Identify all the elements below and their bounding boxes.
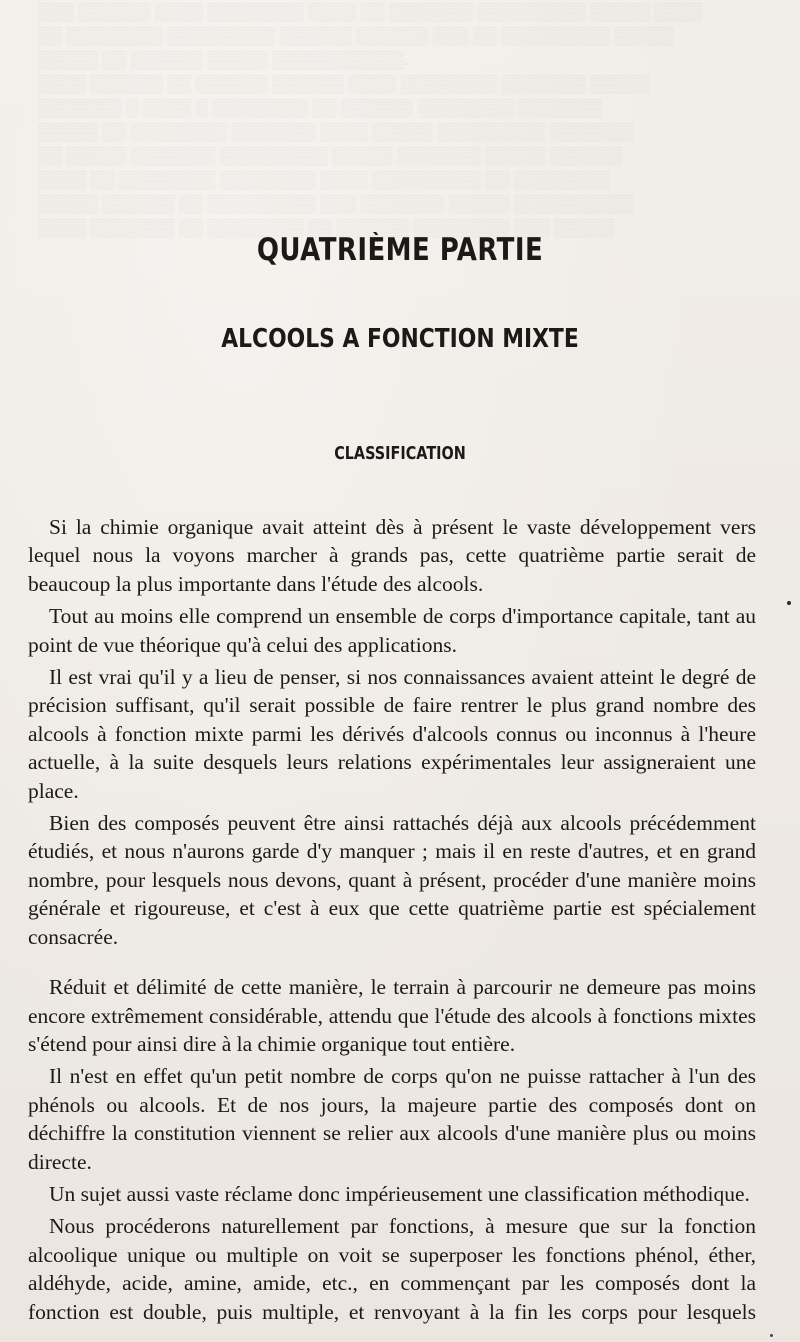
ink-speck [787,601,791,605]
ink-speck [770,1334,773,1337]
part-title: QUATRIÈME PARTIE [256,232,544,268]
paragraph: Tout au moins elle comprend un ensemble de corps d'importance capitale, tant au point de vue théorique qu'à celui des applications. [28,604,756,657]
body-text [28,513,756,1330]
section-heading: CLASSIFICATION [334,443,466,464]
paragraph: Réduit et délimité de cette manière, le terrain à parcourir ne demeure pas moins encore extrêmement considérable, attendu que l'étude des alcools à fonctions mixtes s'étend pour ainsi dire à la chimie organique tout entière. [28,975,756,1056]
paragraph: Un sujet aussi vaste réclame donc impérieusement une classification méthodique. [49,1181,750,1206]
paragraph: Nous procéderons naturellement par fonctions, à mesure que sur la fonction alcoolique unique ou multiple on voit se superposer les fonctions phénol, éther, aldéhyde, acide, amine, amide, etc., en commençant par les composés dont la fonction est double, puis multiple, et renvoyant à la fin les corps pour lesquels [28,1214,756,1324]
part-subtitle: ALCOOLS A FONCTION MIXTE [221,324,579,354]
paragraph: Il n'est en effet qu'un petit nombre de corps qu'on ne puisse rattacher à l'un des phénols ou alcools. Et de nos jours, la majeure partie des composés dont on déchiffre la constitution viennent se relier aux alcools d'une manière plus ou moins directe. [28,1064,756,1174]
paragraph: Il est vrai qu'il y a lieu de penser, si nos connaissances avaient atteint le degré de précision suffisant, qu'il serait possible de faire rentrer le plus grand nombre des alcools à fonction mixte parmi les dérivés d'alcools connus ou inconnus à l'heure actuelle, à la suite desquels leurs relations expérimentales leur assigneraient une place. [28,665,756,803]
paragraph: Bien des composés peuvent être ainsi rattachés déjà aux alcools précédemment étudiés, et nous n'aurons garde d'y manquer ; mais il en reste d'autres, et en grand nombre, pour lesquels nous devons, quant à présent, procéder d'une manière moins générale et rigoureuse, et c'est à eux que cette quatrième partie est spécialement consacrée. [28,811,756,949]
show-through-texture: ▒▒▒ ▒▒▒▒▒▒ ▒▒▒▒ ▒▒▒▒▒▒▒▒ ▒▒▒▒ ▒▒ ▒▒▒▒▒▒▒ ▒▒▒▒▒▒▒▒▒ ▒▒▒▒▒ ▒▒▒▒ ▒▒ ▒▒▒▒▒▒▒▒ ▒▒▒▒▒▒▒▒▒ ▒▒▒▒▒▒ ▒▒▒▒▒▒ ▒▒▒ ▒▒ ▒▒▒▒▒▒▒▒▒ ▒▒▒▒▒ ▒▒▒▒▒ ▒▒ ▒▒▒▒▒▒ ▒▒▒▒▒ ▒▒▒▒▒▒▒▒▒▒▒. ▒▒▒▒ ▒▒▒▒▒▒ ▒▒ ▒▒▒▒▒▒ ▒▒▒▒▒▒ ▒▒▒▒ ▒▒▒▒▒▒▒▒ ▒▒▒▒▒▒▒ ▒▒▒▒▒ ▒▒▒▒▒▒▒ ▒ ▒▒▒▒ ▒ ▒▒▒▒▒▒▒▒ ▒▒ ▒▒▒▒▒▒ ▒▒▒▒▒▒▒▒ ▒▒▒▒▒▒▒ ▒▒▒▒▒ ▒▒ ▒▒▒▒▒▒▒▒ ▒▒▒▒▒▒▒ ▒▒▒▒ ▒▒▒▒▒ ▒▒▒▒▒▒▒▒▒ ▒▒▒▒▒▒▒ ▒▒ ▒▒▒▒▒ ▒▒▒▒▒▒▒ ▒▒▒▒▒▒▒▒▒ ▒▒▒▒▒ ▒▒▒▒▒▒▒ ▒▒▒▒▒ ▒▒▒▒▒▒ ▒▒▒▒ ▒▒ ▒▒▒▒▒▒▒▒ ▒▒▒▒▒▒▒▒ ▒▒▒▒ ▒▒▒▒▒▒▒▒▒ ▒▒ ▒▒▒▒▒▒▒▒ ▒▒▒▒▒ ▒▒▒▒▒▒ ▒▒ ▒▒▒▒▒▒▒▒▒ ▒▒▒ ▒▒▒▒▒▒▒ ▒▒▒▒▒ ▒▒▒▒▒▒▒▒▒▒ ▒▒▒▒ ▒▒▒▒▒▒▒ ▒▒ ▒▒▒▒▒▒▒▒ ▒▒ ▒▒▒▒▒▒ ▒▒▒▒▒▒▒▒ ▒▒▒ ▒▒▒▒▒ [38,2,703,237]
paragraph: Si la chimie organique avait atteint dès à présent le vaste développement vers lequel nous la voyons marcher à grands pas, cette quatrième partie serait de beaucoup la plus importante dans l'étude des alcools. [28,515,756,596]
